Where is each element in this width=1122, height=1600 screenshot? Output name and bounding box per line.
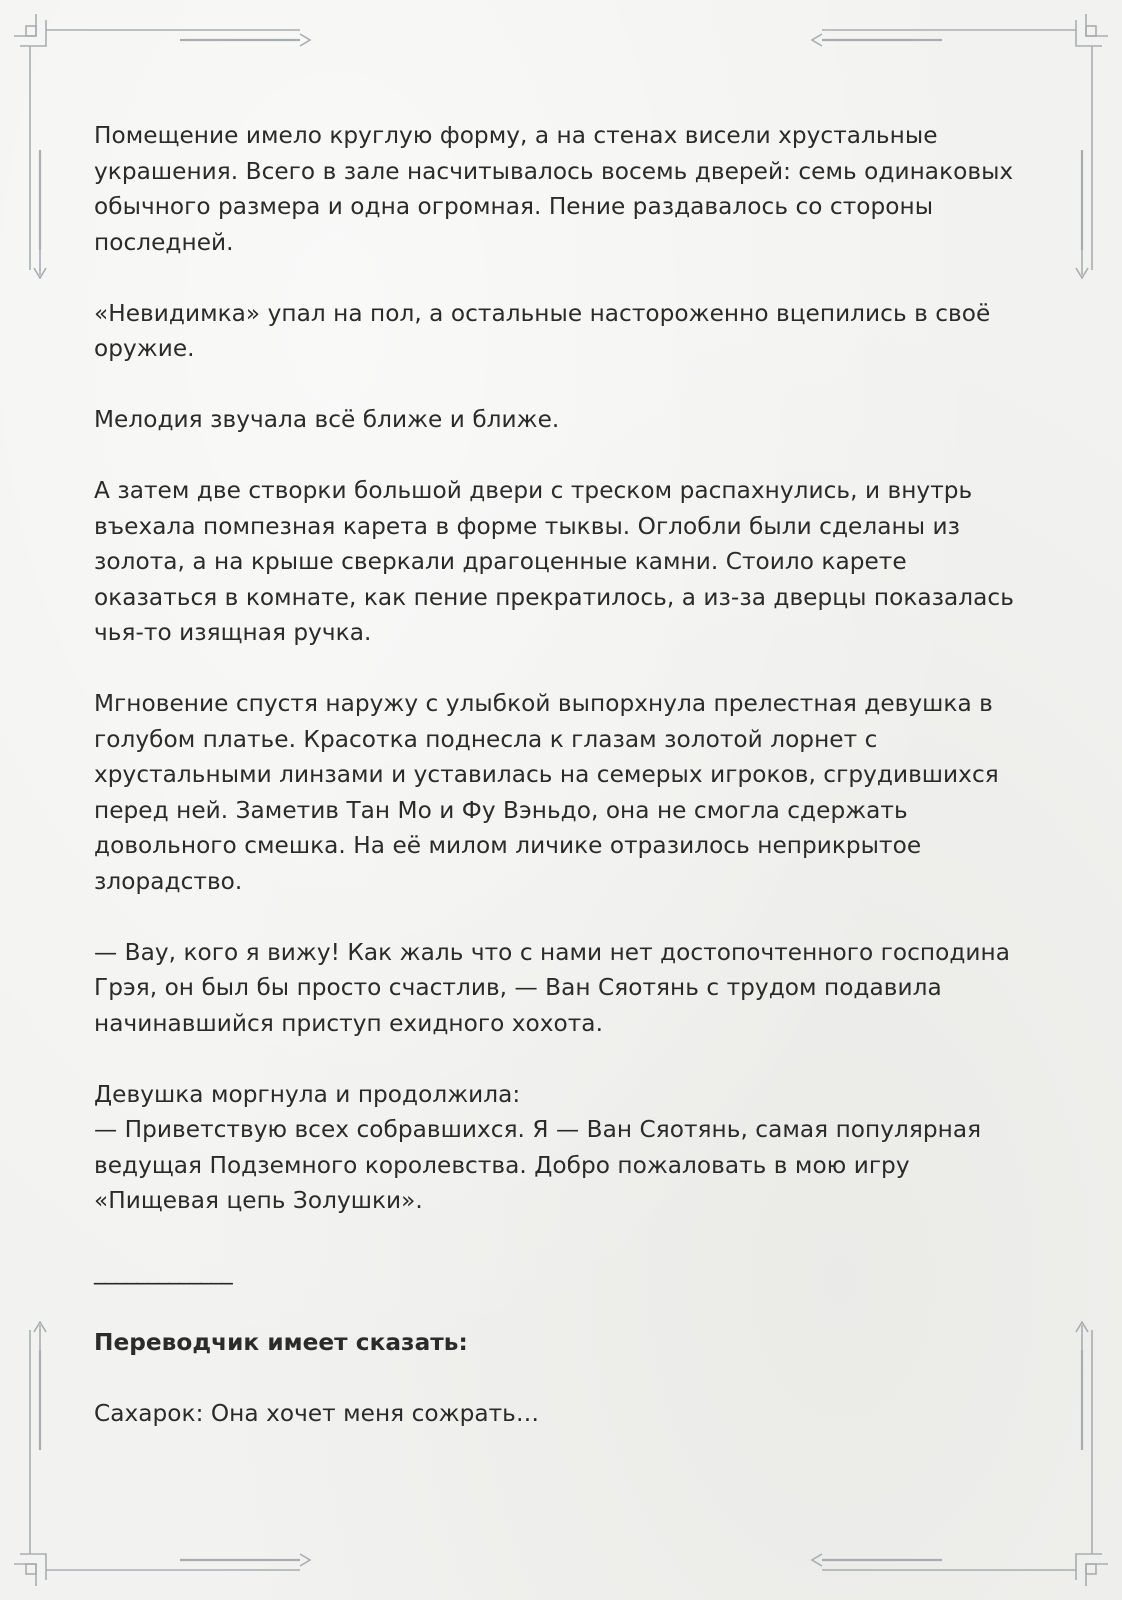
paragraph: Мелодия звучала всё ближе и ближе. [94,406,560,433]
paragraph: Мгновение спустя наружу с улыбкой выпорхнула прелестная девушка в голубом платье. Красотка поднесла к глазам золотой лорнет с хрустальными линзами и уставилась на семерых игроков, сгрудившихся перед ней. Заметив Тан Мо и Фу Вэньдо, она не смогла сдержать довольного смешка. На её милом личике отразилось неприкрытое злорадство. [94,690,999,895]
paragraph: Помещение имело круглую форму, а на стенах висели хрустальные украшения. Всего в зале насчитывалось восемь дверей: семь одинаковых обычного размера и одна огромная. Пение раздавалось со стороны последней. [94,122,1014,256]
separator-text: _____________ [94,1258,232,1285]
paragraph: А затем две створки большой двери с треском распахнулись, и внутрь въехала помпезная карета в форме тыквы. Оглобли были сделаны из золота, а на крыше сверкали драгоценные камни. Стоило карете оказаться в комнате, как пение прекратилось, а из-за дверцы показалась чья-то изящная ручка. [94,477,1014,646]
translator-note-heading: Переводчик имеет сказать: [94,1329,468,1356]
translator-note-text: Сахарок: Она хочет меня сожрать… [94,1400,540,1427]
paragraph: — Вау, кого я вижу! Как жаль что с нами нет достопочтенного господина Грэя, он был бы просто счастлив, — Ван Сяотянь с трудом подавила начинавшийся приступ ехидного хохота. [94,938,1011,1037]
paragraph: Девушка моргнула и продолжила: — Приветствую всех собравшихся. Я — Ван Сяотянь, самая популярная ведущая Подземного королевства. Добро пожаловать в мою игру «Пищевая цепь Золушки». [94,1080,982,1214]
paragraph: «Невидимка» упал на пол, а остальные настороженно вцепились в своё оружие. [94,299,991,362]
document-body [94,118,1029,1432]
separator-line [94,1254,1029,1290]
